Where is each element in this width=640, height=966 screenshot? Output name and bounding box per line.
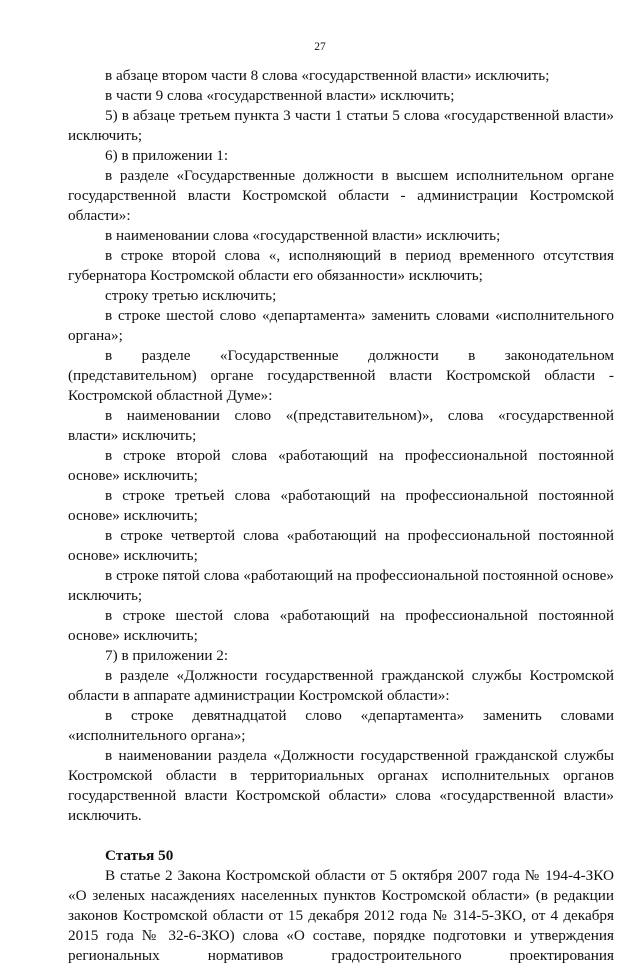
paragraph: в разделе «Государственные должности в высшем исполнительном органе государственной власти Костромской области - администрации Костромской области»: xyxy=(68,167,614,224)
paragraph: в строке второй слова «, исполняющий в период временного отсутствия губернатора Костромской области его обязанности» исключить; xyxy=(68,247,614,284)
paragraph: в строке шестой слово «департамента» заменить словами «исполнительного органа»; xyxy=(68,307,614,344)
paragraph: 7) в приложении 2: xyxy=(105,647,229,664)
paragraph: в строке второй слова «работающий на профессиональной постоянной основе» исключить; xyxy=(68,447,614,484)
page-number: 27 xyxy=(314,41,326,53)
paragraph: 5) в абзаце третьем пункта 3 части 1 статьи 5 слова «государственной власти» исключить; xyxy=(68,107,614,144)
article-text: В статье 2 Закона Костромской области от 5 октября 2007 года № 194-4-ЗКО «О зеленых насаждениях населенных пунктов Костромской области» (в редакции законов Костромской области от 15 декабря 2012 года № 314-5-ЗКО, от 4 декабря 2015 года № 32-6-ЗКО) слова «О составе, порядке подготовки и утверждения региональных нормативов градостроительного проектирования xyxy=(68,867,614,964)
paragraph: в строке пятой слова «работающий на профессиональной постоянной основе» исключить; xyxy=(68,567,614,604)
paragraph: в части 9 слова «государственной власти» исключить; xyxy=(105,87,455,104)
paragraph: в наименовании раздела «Должности государственной гражданской службы Костромской области в территориальных органах исполнительных органов государственной власти Костромской области» слова «государственной власти» исключить. xyxy=(68,747,614,824)
paragraph: в строке девятнадцатой слово «департамента» заменить словами «исполнительного органа»; xyxy=(68,707,614,744)
paragraph: в абзаце втором части 8 слова «государственной власти» исключить; xyxy=(105,67,550,84)
paragraph: в строке третьей слова «работающий на профессиональной постоянной основе» исключить; xyxy=(68,487,614,524)
paragraph: 6) в приложении 1: xyxy=(105,147,229,164)
paragraph: в строке четвертой слова «работающий на профессиональной постоянной основе» исключить; xyxy=(68,527,614,564)
paragraph: в разделе «Государственные должности в законодательном (представительном) органе государственной власти Костромской области - Костромской областной Думе»: xyxy=(68,347,614,404)
paragraph: в наименовании слово «(представительном)», слова «государственной власти» исключить; xyxy=(68,407,614,444)
paragraph: в строке шестой слова «работающий на профессиональной постоянной основе» исключить; xyxy=(68,607,614,644)
article-heading: Статья 50 xyxy=(105,847,174,864)
document-body xyxy=(68,66,614,966)
paragraph: в разделе «Должности государственной гражданской службы Костромской области в аппарате администрации Костромской области»: xyxy=(68,667,614,704)
paragraph: в наименовании слова «государственной власти» исключить; xyxy=(105,227,501,244)
paragraph: строку третью исключить; xyxy=(105,287,277,304)
